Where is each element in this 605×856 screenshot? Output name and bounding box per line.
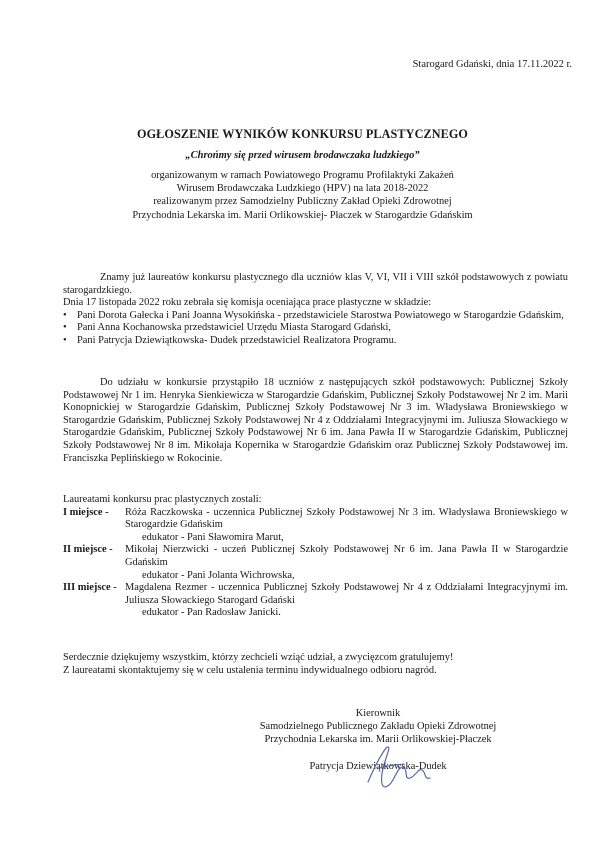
closing-section — [63, 652, 568, 677]
winner-entry — [63, 507, 568, 545]
commission-member: Pani Patrycja Dziewiątkowska- Dudek przedstawiciel Realizatora Programu. — [77, 334, 397, 346]
closing-line: Z laureatami skontaktujemy się w celu ustalenia terminu indywidualnego odbioru nagród. — [63, 664, 437, 676]
commission-list — [63, 310, 568, 348]
place-label: I miejsce - — [63, 506, 109, 518]
laureates-paragraph: Znamy już laureatów konkursu plastycznego dla uczniów klas V, VI, VII i VIII szkół podstawowych z powiatu starogardzkiego. — [63, 272, 568, 296]
winner-educator: edukator - Pani Jolanta Wichrowska, — [142, 569, 295, 581]
winner-details — [125, 507, 568, 545]
date-line: Starogard Gdański, dnia 17.11.2022 r. — [412, 59, 572, 70]
commission-member: Pani Dorota Gałecka i Pani Joanna Wysokińska - przedstawiciele Starostwa Powiatowego w Starogardzie Gdańskim, — [77, 309, 564, 321]
winner-text: Róża Raczkowska - uczennica Publicznej Szkoły Podstawowej Nr 3 im. Władysława Broniewskiego w Starogardzie Gdańskim — [125, 506, 568, 531]
contest-motto: „Chrońmy się przed wirusem brodawczaka ludzkiego” — [185, 150, 420, 161]
organizer-info — [0, 169, 605, 222]
intro-line: organizowanym w ramach Powiatowego Programu Profilaktyki Zakażeń — [151, 170, 454, 181]
schools-paragraph: Do udziału w konkursie przystąpiło 18 uczniów z następujących szkół podstawowych: Publicznej Szkoły Podstawowej Nr 1 im. Henryka Sienkiewicza w Starogardzie Gdańskim, Publicznej Szkoły Podstawowej Nr 2 im. Marii Konopnickiej w Starogardzie Gdańskim, Publicznej Szkoły Podstawowej Nr 3 im. Władysława Broniewskiego w Starogardzie Gdańskim, Publicznej Szkoły Podstawowej Nr 4 z Oddziałami Integracyjnymi im. Juliusza Słowackiego w Starogardzie Gdańskim, Publicznej Szkoły Podstawowej Nr 6 im. Jana Pawła II w Starogardzie Gdańskim, Publicznej Szkoły Podstawowej Nr 8 im. Mikołaja Kopernika w Starogardzie Gdańskim oraz Publicznej Szkoły Podstawowej im. Franciszka Peplińskiego w Rokocinie. — [63, 377, 568, 464]
intro-line: realizowanym przez Samodzielny Publiczny Zakład Opieki Zdrowotnej — [153, 196, 452, 208]
intro-line: Przychodnia Lekarska im. Marii Orlikowskiej- Płaczek w Starogardzie Gdańskim — [132, 209, 473, 221]
signer-name: Patrycja Dziewiątkowska-Dudek — [309, 761, 447, 772]
signer-role: Kierownik — [355, 708, 401, 719]
announcement-section — [63, 272, 568, 348]
signer-org: Przychodnia Lekarska im. Marii Orlikowskiej-Płaczek — [264, 734, 492, 745]
bullet-icon: • — [63, 309, 67, 321]
winner-educator: edukator - Pani Sławomira Marut, — [142, 531, 284, 543]
document-title: OGŁOSZENIE WYNIKÓW KONKURSU PLASTYCZNEGO — [137, 127, 468, 141]
bullet-icon: • — [63, 322, 67, 334]
place-label: II miejsce - — [63, 544, 113, 556]
list-item — [63, 335, 568, 348]
winner-details — [125, 582, 568, 620]
place-label: III miejsce - — [63, 582, 117, 594]
winner-text: Mikołaj Nierzwicki - uczeń Publicznej Szkoły Podstawowej Nr 6 im. Jana Pawła II w Starogardzie Gdańskim — [125, 544, 568, 568]
handwritten-signature-icon — [360, 738, 440, 798]
bullet-icon: • — [63, 334, 67, 346]
list-item — [63, 310, 568, 323]
signer-org: Samodzielnego Publicznego Zakładu Opieki Zdrowotnej — [259, 721, 497, 732]
list-item — [63, 322, 568, 335]
winner-text: Magdalena Rezmer - uczennica Publicznej Szkoły Podstawowej Nr 4 z Oddziałami Integracyjnymi im. Juliusza Słowackiego Starogard Gdański — [125, 582, 568, 606]
commission-intro: Dnia 17 listopada 2022 roku zebrała się komisja oceniająca prace plastyczne w składzie: — [63, 297, 432, 309]
winner-entry — [63, 544, 568, 582]
winner-educator: edukator - Pan Radosław Janicki. — [142, 607, 281, 619]
winner-entry — [63, 582, 568, 620]
winners-section — [63, 494, 568, 620]
intro-line: Wirusem Brodawczaka Ludzkiego (HPV) na lata 2018-2022 — [176, 183, 429, 195]
closing-line: Serdecznie dziękujemy wszystkim, którzy zechcieli wziąć udział, a zwycięzcom gratulujemy! — [63, 652, 454, 663]
commission-member: Pani Anna Kochanowska przedstawiciel Urzędu Miasta Starogard Gdański, — [77, 322, 391, 334]
winner-details — [125, 544, 568, 582]
winners-intro: Laureatami konkursu prac plastycznych zostali: — [63, 494, 262, 505]
